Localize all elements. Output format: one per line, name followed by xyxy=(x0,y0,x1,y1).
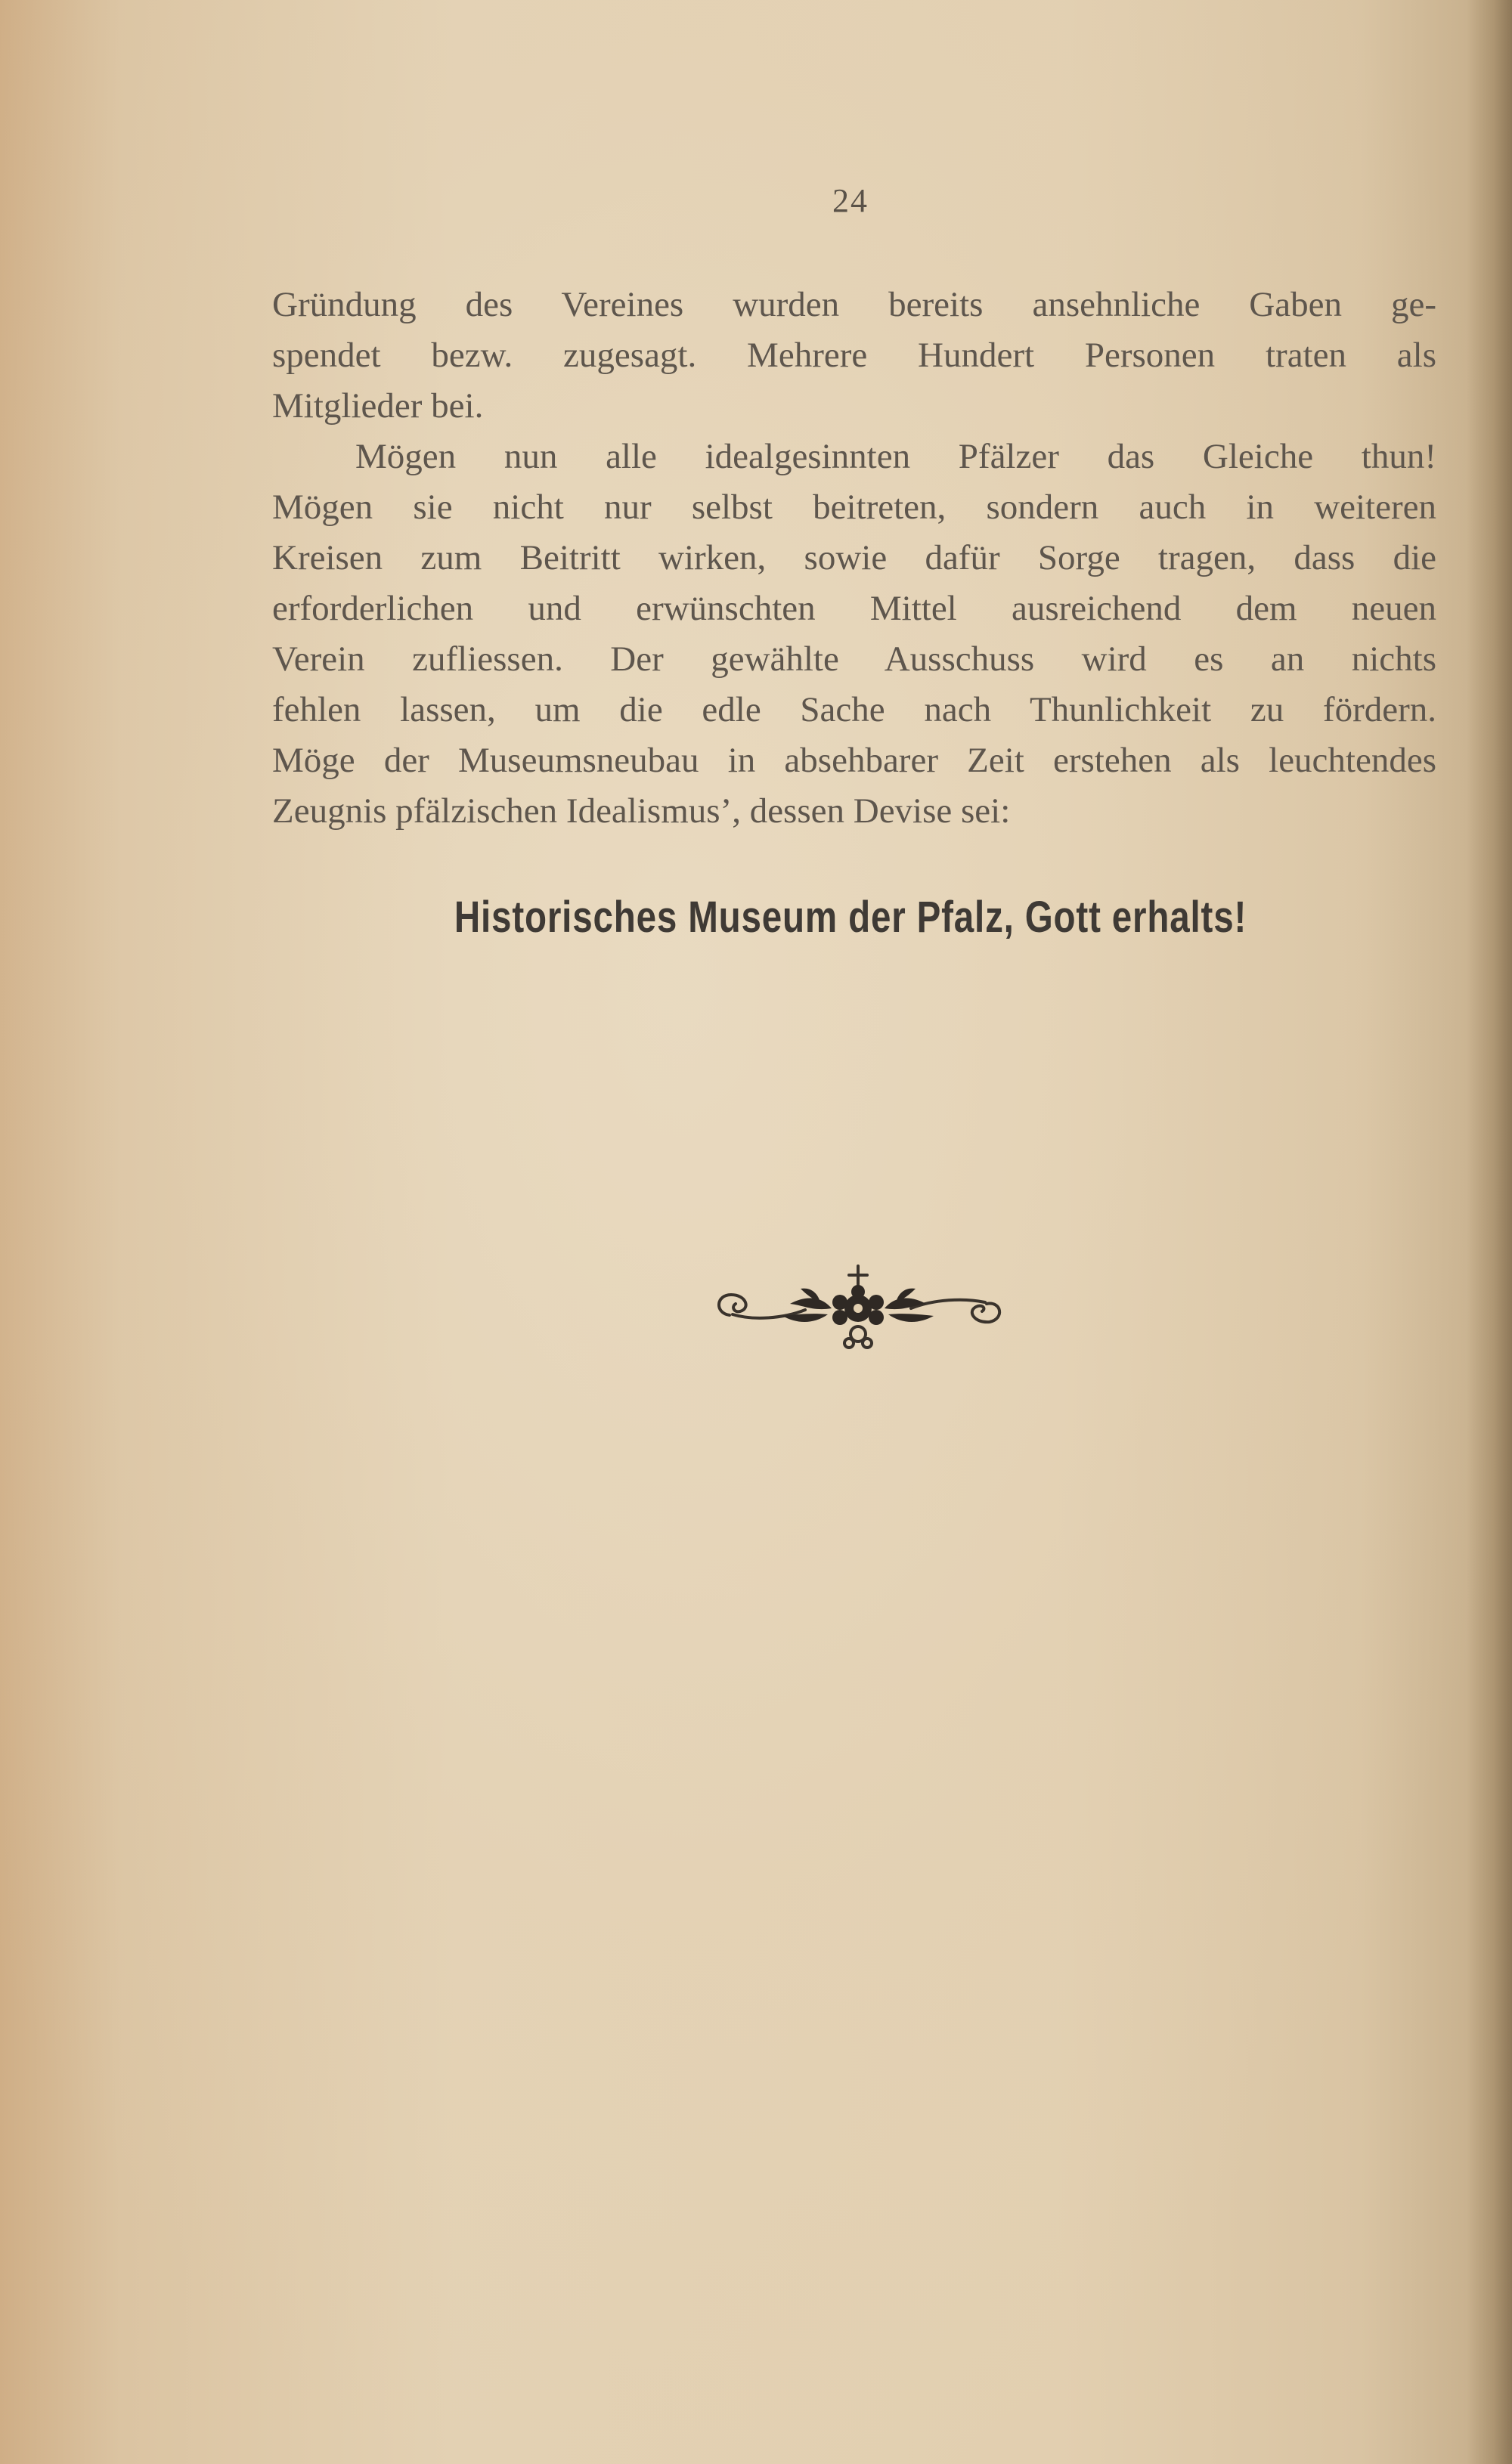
text-line: Kreisen zum Beitritt wirken, sowie dafür Sorge tragen, dass die xyxy=(272,538,1436,577)
text-line: Mögen nun alle idealgesinnten Pfälzer das Gleiche thun! xyxy=(355,437,1436,476)
text-line: Gründung des Vereines wurden bereits ansehnliche Gaben ge- xyxy=(272,285,1436,324)
motto-heading: Historisches Museum der Pfalz, Gott erhalts! xyxy=(454,893,1247,942)
text-line: spendet bezw. zugesagt. Mehrere Hundert Personen traten als xyxy=(272,336,1436,375)
floral-vignette-icon xyxy=(707,1258,1009,1357)
text-line: fehlen lassen, um die edle Sache nach Thunlichkeit zu fördern. xyxy=(272,690,1436,729)
text-line: Zeugnis pfälzischen Idealismus’, dessen Devise sei: xyxy=(272,791,1011,831)
text-line: Mitglieder bei. xyxy=(272,386,484,426)
text-line: erforderlichen und erwünschten Mittel ausreichend dem neuen xyxy=(272,589,1436,628)
text-line: Möge der Museumsneubau in absehbarer Zeit erstehen als leuchtendes xyxy=(272,741,1436,780)
body-text xyxy=(272,280,1436,837)
page-number: 24 xyxy=(832,182,869,219)
text-line: Mögen sie nicht nur selbst beitreten, sondern auch in weiteren xyxy=(272,488,1436,527)
text-line: Verein zufliessen. Der gewählte Ausschuss wird es an nichts xyxy=(272,639,1436,679)
